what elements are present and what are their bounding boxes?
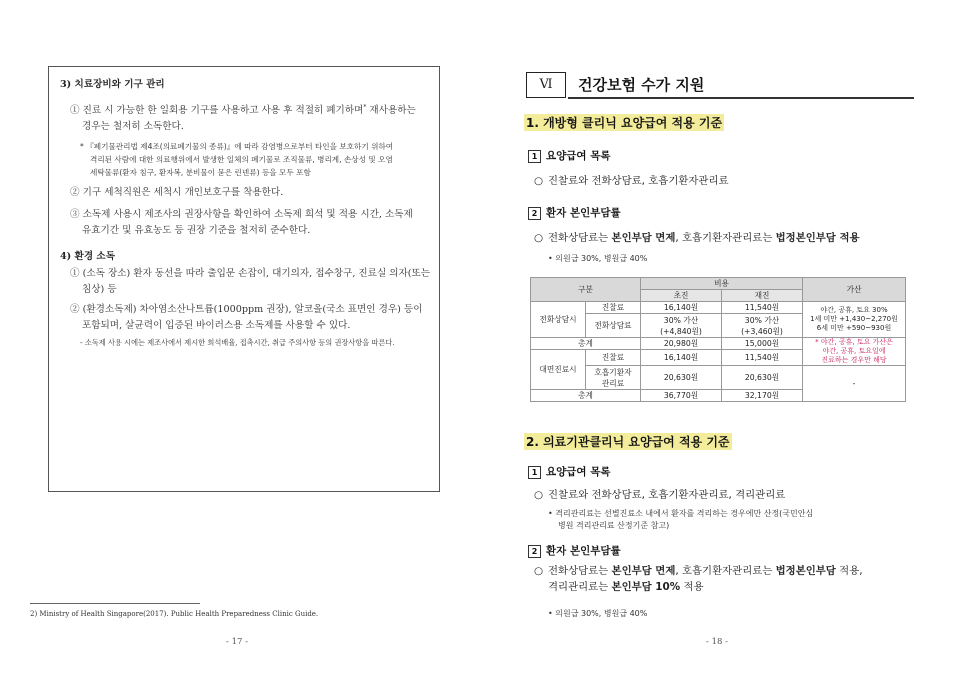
circle-bullet-icon: ○ [534, 175, 544, 187]
sec1-sub1-number-box: 1 [528, 150, 541, 163]
sec2-sub1-number-box: 1 [528, 466, 541, 479]
dot-bullet-icon: • [548, 254, 556, 263]
waste-law-note: * 『폐기물관리법 제4조(의료폐기물의 종류)』에 따라 감염병으로부터 타인을 보호하기 위하여 격리된 사람에 대한 의료행위에서 발생한 일체의 폐기물로 조직물류, 병리계, 손상성 및 오염 세탁물류(환자 침구, 환자복, 분비물이 묻은 린넨류) 등을 모두 포함 [80, 142, 394, 177]
circle-bullet-icon: ○ [534, 232, 544, 244]
cell-face: 대면진료시 [531, 350, 586, 390]
item-4-1: ① (소독 장소) 환자 동선을 따라 출입문 손잡이, 대기의자, 접수창구, 진료실 의자(또는 침상) 등 [70, 268, 431, 295]
section-3-title: 3) 치료장비와 기구 관리 [60, 79, 165, 90]
cell-resp: 호흡기환자 관리료 [586, 366, 641, 390]
item-4-2: ② (환경소독제) 차아염소산나트륨(1000ppm 권장), 알코올(국소 표면인 경우) 등이 포함되며, 살균력이 입증된 바이러스용 소독제를 사용할 수 있다. [70, 304, 423, 331]
cell-value: 20,980원 [641, 338, 722, 350]
sec1-sub2-note: • 의원급 30%, 병원급 40% [548, 254, 648, 263]
cell-extra-3: - [803, 366, 906, 402]
cell-total: 총계 [531, 390, 641, 402]
table-row [531, 302, 906, 314]
cell-total: 총계 [531, 338, 641, 350]
page-number-17: - 17 - [226, 637, 248, 647]
th-category: 구분 [531, 278, 641, 302]
footnote: 2) Ministry of Health Singapore(2017). Public Health Preparedness Clinic Guide. [30, 610, 319, 618]
sec2-sub2-heading: 2 환자 본인부담률 [528, 543, 621, 558]
cell-extra-2: * 야간, 공휴, 토요 가산은 야간, 공휴, 토요일에 진료하는 경우만 해당 [803, 338, 906, 366]
cell-value: 15,000원 [722, 338, 803, 350]
sec2-sub1-note: • 격리관리료는 선별진료소 내에서 환자를 격리하는 경우에만 산정(국민안심 병원 격리관리료 산정기준 참고) [548, 509, 814, 530]
sec1-sub2-item: ○ 전화상담료는 본인부담 면제, 호흡기환자관리료는 법정본인부담 적용 [534, 232, 860, 244]
cell-exam: 진찰료 [586, 350, 641, 366]
th-revisit: 재진 [722, 290, 803, 302]
sec2-sub2-item: ○ 전화상담료는 본인부담 면제, 호흡기환자관리료는 법정본인부담 적용, 격리관리료는 본인부담 10% 적용 [534, 565, 863, 593]
circle-bullet-icon: ○ [534, 565, 544, 577]
th-first-visit: 초진 [641, 290, 722, 302]
section-4-title: 4) 환경 소독 [60, 251, 115, 262]
dot-bullet-icon: • [548, 609, 556, 618]
disinfectant-note: - 소독제 사용 시에는 제조사에서 제시한 희석배율, 접촉시간, 취급 주의사항 등의 권장사항을 따른다. [80, 338, 395, 347]
section-1-title: 1. 개방형 클리닉 요양급여 적용 기준 [526, 116, 723, 130]
sec2-sub2-note: • 의원급 30%, 병원급 40% [548, 609, 648, 618]
th-cost: 비용 [641, 278, 803, 290]
fee-table [530, 277, 906, 402]
circle-bullet-icon: ○ [534, 489, 544, 501]
cell-phone: 전화상담시 [531, 302, 586, 338]
item-3-2: ② 기구 세척직원은 세척시 개인보호구를 착용한다. [70, 187, 284, 198]
cell-phone-consult: 전화상담료 [586, 314, 641, 338]
cell-value: 30% 가산 (+4,840원) [641, 314, 722, 338]
cell-value: 20,630원 [722, 366, 803, 390]
sec1-sub1-item: ○ 진찰료와 전화상담료, 호흡기환자관리료 [534, 175, 729, 187]
cell-value: 32,170원 [722, 390, 803, 402]
cell-value: 30% 가산 (+3,460원) [722, 314, 803, 338]
page-number-18: - 18 - [706, 637, 728, 647]
table-row [531, 338, 906, 350]
dot-bullet-icon: • [548, 509, 556, 518]
chapter-title: 건강보험 수가 지원 [578, 76, 705, 94]
item-3-1: ① 진료 시 가능한 한 일회용 기구를 사용하고 사용 후 적절히 폐기하며* 재사용하는 경우는 철저히 소독한다. [70, 104, 416, 133]
footnote-divider [30, 603, 200, 604]
sec1-sub1-heading: 1 요양급여 목록 [528, 148, 611, 163]
cell-value: 20,630원 [641, 366, 722, 390]
cell-value: 11,540원 [722, 350, 803, 366]
cell-value: 36,770원 [641, 390, 722, 402]
cell-extra-1: 야간, 공휴, 토요 30% 1세 미만 +1,430~2,270원 6세 미만 +590~930원 [803, 302, 906, 338]
table-row [531, 366, 906, 390]
cell-value: 11,540원 [722, 302, 803, 314]
cell-exam: 진찰료 [586, 302, 641, 314]
sec1-sub2-heading: 2 환자 본인부담률 [528, 205, 621, 220]
th-extra: 가산 [803, 278, 906, 302]
sec1-sub2-number-box: 2 [528, 207, 541, 220]
sec2-sub2-number-box: 2 [528, 545, 541, 558]
item-3-3: ③ 소독제 사용시 제조사의 권장사항을 확인하여 소독제 희석 및 적용 시간, 소독제 유효기간 및 유효농도 등 권장 기준을 철저히 준수한다. [70, 209, 413, 236]
sec2-sub1-item: ○ 진찰료와 전화상담료, 호흡기환자관리료, 격리관리료 [534, 489, 786, 501]
cell-value: 16,140원 [641, 350, 722, 366]
section-2-title: 2. 의료기관클리닉 요양급여 적용 기준 [526, 435, 730, 449]
chapter-underline [568, 97, 914, 99]
chapter-number-box: Ⅵ [526, 72, 566, 98]
cell-value: 16,140원 [641, 302, 722, 314]
sec2-sub1-heading: 1 요양급여 목록 [528, 464, 611, 479]
